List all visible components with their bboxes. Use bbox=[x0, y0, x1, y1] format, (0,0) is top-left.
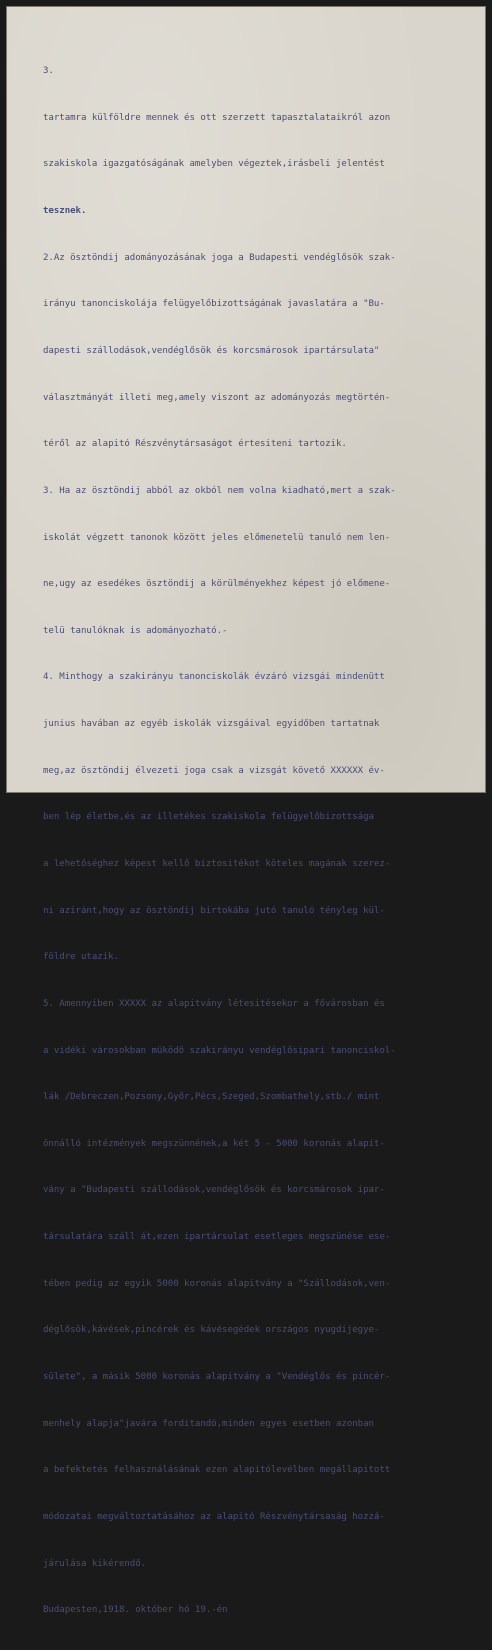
text-line: telü tanulóknak is adományozható.- bbox=[43, 625, 228, 636]
text-line: önnálló intézmények megszünnének,a két 5 - 5000 koronás alapit- bbox=[43, 1138, 385, 1149]
text-line: dapesti szállodások,vendéglősök és korcsmárosok ipartársulata" bbox=[43, 345, 380, 356]
text-line: irányu tanonciskolája felügyelőbizottságának javaslatára a "Bu- bbox=[43, 299, 385, 310]
text-line: 3. Ha az ösztöndij abból az okból nem volna kiadható,mert a szak- bbox=[43, 485, 396, 496]
document-page bbox=[6, 6, 486, 1616]
text-line: tartamra külföldre mennek és ott szerzett tapasztalataikról azon bbox=[43, 112, 391, 123]
page-number: 3. bbox=[43, 66, 54, 77]
text-line: a lehetőséghez képest kellő biztositékot köteles magának szerez- bbox=[43, 858, 391, 869]
text-line: vány a "Budapesti szállodások,vendéglősök és korcsmárosok ipar- bbox=[43, 1185, 385, 1196]
text-line: 5. Amennyiben XXXXX az alapitvány létesitésekor a fővárosban és bbox=[43, 998, 385, 1009]
text-line: a befektetés felhasználásának ezen alapitólevélben megállapitott bbox=[43, 1465, 391, 1476]
text-line: menhely alapja"javára forditandó,minden egyes esetben azonban bbox=[43, 1418, 374, 1429]
typed-text-body bbox=[43, 33, 475, 1650]
text-line: ben lép életbe,és az illetékes szakiskola felügyelőbizottsága bbox=[43, 812, 374, 823]
text-line: választmányát illeti meg,amely viszont az adományozás megtörtén- bbox=[43, 392, 391, 403]
text-line: 2.Az ösztöndij adományozásának joga a Budapesti vendéglősök szak- bbox=[43, 252, 396, 263]
text-line: iskolát végzett tanonok között jeles előmenetelü tanuló nem len- bbox=[43, 532, 391, 543]
text-line: járulása kikérendő. bbox=[43, 1558, 147, 1569]
text-line: tesznek. bbox=[43, 206, 87, 217]
text-line: sülete", a másik 5000 koronás alapitvány a "Vendéglős és pincér- bbox=[43, 1372, 391, 1383]
text-line: déglősök,kávések,pincérek és kávésegédek országos nyugdijegye- bbox=[43, 1325, 380, 1336]
text-line: lák /Debreczen,Pozsony,Győr,Pécs,Szeged,Szombathely,stb./ mint bbox=[43, 1092, 380, 1103]
text-line: junius havában az egyéb iskolák vizsgáival egyidőben tartatnak bbox=[43, 719, 380, 730]
text-line: téről az alapitó Részvénytársaságot értesiteni tartozik. bbox=[43, 439, 347, 450]
text-line: módozatai megváltoztatásához az alapitó Részvénytársaság hozzá- bbox=[43, 1511, 385, 1522]
text-line: 4. Minthogy a szakirányu tanonciskolák évzáró vizsgái mindenütt bbox=[43, 672, 385, 683]
text-line: ni aziránt,hogy az ösztöndij birtokába jutó tanuló tényleg kül- bbox=[43, 905, 385, 916]
text-line: tében pedig az egyik 5000 koronás alapitvány a "Szállodások,ven- bbox=[43, 1278, 391, 1289]
text-line: szakiskola igazgatóságának amelyben végeztek,irásbeli jelentést bbox=[43, 159, 385, 170]
text-line: földre utazik. bbox=[43, 952, 119, 963]
text-line: ne,ugy az esedékes ösztöndij a körülményekhez képest jó előmene- bbox=[43, 579, 391, 590]
date-line: Budapesten,1918. október hó 19.-én bbox=[43, 1605, 228, 1616]
text-line: a vidéki városokban müködő szakirányu vendéglősipari tanonciskol- bbox=[43, 1045, 396, 1056]
text-line: társulatára száll át,ezen ipartársulat esetleges megszünése ese- bbox=[43, 1232, 391, 1243]
text-line: meg,az ösztöndij élvezeti joga csak a vizsgát követő XXXXXX év- bbox=[43, 765, 385, 776]
